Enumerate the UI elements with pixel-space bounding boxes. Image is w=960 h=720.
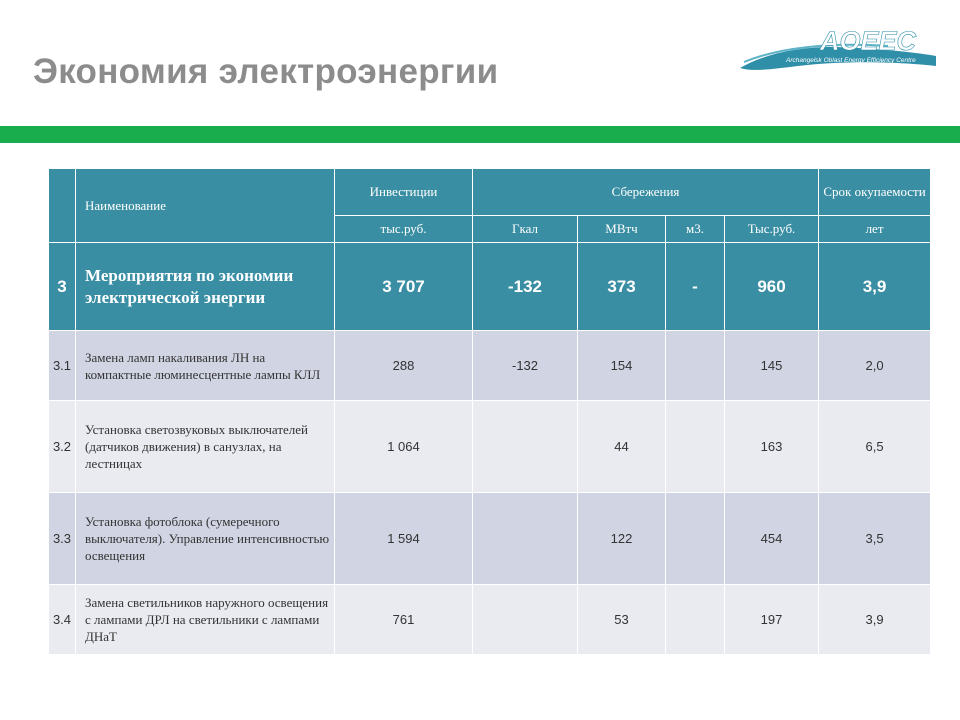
row-value: 145 [725, 331, 819, 401]
row-value: 3,5 [819, 493, 931, 585]
table-row [49, 585, 931, 655]
row-index: 3.3 [49, 493, 76, 585]
green-divider-bar [0, 126, 960, 143]
header-index-cell [49, 169, 76, 243]
header-row [49, 169, 931, 216]
header-name: Наименование [76, 169, 335, 243]
row-value: 288 [335, 331, 473, 401]
summary-value: 960 [725, 243, 819, 331]
savings-table [48, 168, 931, 655]
row-value: 6,5 [819, 401, 931, 493]
row-value: 1 064 [335, 401, 473, 493]
row-value: 2,0 [819, 331, 931, 401]
table-row [49, 401, 931, 493]
row-value: 163 [725, 401, 819, 493]
row-value [666, 401, 725, 493]
table-row [49, 331, 931, 401]
row-value [473, 585, 578, 655]
row-value: 761 [335, 585, 473, 655]
table-row [49, 493, 931, 585]
row-value: 154 [578, 331, 666, 401]
row-value [473, 493, 578, 585]
row-value [666, 585, 725, 655]
row-value: 3,9 [819, 585, 931, 655]
logo-tagline: Archangelsk Oblast Energy Efficiency Centre [786, 57, 916, 64]
row-index: 3.2 [49, 401, 76, 493]
row-name: Замена ламп накаливания ЛН на компактные люминесцентные лампы КЛЛ [76, 331, 335, 401]
row-index: 3.4 [49, 585, 76, 655]
row-value: 1 594 [335, 493, 473, 585]
row-name: Замена светильников наружного освещения с лампами ДРЛ на светильники с лампами ДНаТ [76, 585, 335, 655]
page-title: Экономия электроэнергии [33, 52, 499, 91]
row-value [666, 331, 725, 401]
row-value [666, 493, 725, 585]
header-savings: Сбережения [473, 169, 819, 216]
summary-row [49, 243, 931, 331]
unit-cell: м3. [666, 216, 725, 243]
unit-cell: лет [819, 216, 931, 243]
logo-name: AOEEC [820, 26, 917, 56]
row-value: 53 [578, 585, 666, 655]
unit-cell: Гкал [473, 216, 578, 243]
header-investments: Инвестиции [335, 169, 473, 216]
row-value: 197 [725, 585, 819, 655]
row-value: 122 [578, 493, 666, 585]
row-name: Установка светозвуковых выключателей (датчиков движения) в санузлах, на лестницах [76, 401, 335, 493]
row-value: -132 [473, 331, 578, 401]
summary-name: Мероприятия по экономии электрической энергии [76, 243, 335, 331]
summary-value: 3 707 [335, 243, 473, 331]
row-value: 44 [578, 401, 666, 493]
summary-value: 3,9 [819, 243, 931, 331]
unit-cell: Тыс.руб. [725, 216, 819, 243]
row-index: 3.1 [49, 331, 76, 401]
row-value [473, 401, 578, 493]
unit-cell: МВтч [578, 216, 666, 243]
row-value: 454 [725, 493, 819, 585]
summary-index: 3 [49, 243, 76, 331]
summary-value: -132 [473, 243, 578, 331]
unit-cell: тыс.руб. [335, 216, 473, 243]
summary-value: - [666, 243, 725, 331]
header-payback: Срок окупаемости [819, 169, 931, 216]
row-name: Установка фотоблока (сумеречного выключателя). Управление интенсивностью освещения [76, 493, 335, 585]
aoeec-logo [738, 22, 938, 82]
summary-value: 373 [578, 243, 666, 331]
